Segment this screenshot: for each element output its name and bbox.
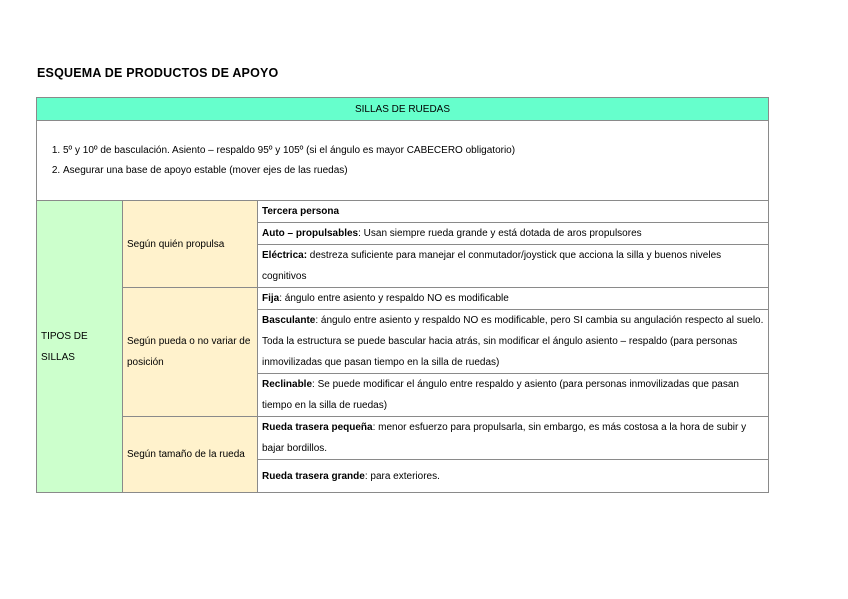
- type-cell: [258, 288, 769, 310]
- type-term: Tercera persona: [262, 206, 340, 217]
- intro-list: [41, 141, 764, 181]
- type-desc: : para exteriores.: [364, 470, 440, 482]
- type-term: Basculante: [262, 315, 316, 326]
- type-term: Fija: [262, 293, 280, 304]
- table-header: SILLAS DE RUEDAS: [37, 98, 769, 121]
- criterion-who-propels: Según quién propulsa: [123, 201, 258, 288]
- type-cell: [258, 374, 769, 417]
- intro-cell: [37, 121, 769, 201]
- type-cell: [258, 245, 769, 288]
- type-term: Eléctrica:: [262, 250, 308, 261]
- type-term: Auto – propulsables: [262, 228, 359, 239]
- document-title: ESQUEMA DE PRODUCTOS DE APOYO: [37, 66, 279, 80]
- products-table: [36, 97, 769, 493]
- criterion-wheel-size: Según tamaño de la rueda: [123, 417, 258, 493]
- type-term: Rueda trasera grande: [262, 470, 365, 482]
- type-desc: : Usan siempre rueda grande y está dotada de aros propulsores: [358, 228, 642, 239]
- type-desc: : ángulo entre asiento y respaldo NO es modificable: [279, 293, 509, 304]
- type-cell: [258, 223, 769, 245]
- type-cell: [258, 460, 769, 493]
- type-term: Reclinable: [262, 379, 313, 390]
- criterion-position: Según pueda o no variar de posición: [123, 288, 258, 417]
- type-term: Rueda trasera pequeña: [262, 422, 373, 433]
- table-row: [37, 288, 769, 310]
- type-desc: destreza suficiente para manejar el conmutador/joystick que acciona la silla y buenos niveles cognitivos: [262, 250, 722, 282]
- type-cell: [258, 310, 769, 374]
- table-row: [37, 201, 769, 223]
- intro-row: [37, 121, 769, 201]
- intro-item-1: 1. 5º y 10º de basculación. Asiento – respaldo 95º y 105º (si el ángulo es mayor CABECERO obligatorio): [63, 141, 764, 161]
- type-cell: [258, 201, 769, 223]
- type-desc: : menor esfuerzo para propulsarla, sin embargo, es más costosa a la hora de subir y bajar bordillos.: [262, 422, 747, 454]
- intro-item-2: 2. Asegurar una base de apoyo estable (mover ejes de las ruedas): [63, 161, 764, 181]
- table-header-row: [37, 98, 769, 121]
- table-row: [37, 417, 769, 460]
- type-cell: [258, 417, 769, 460]
- type-desc: : Se puede modificar el ángulo entre respaldo y asiento (para personas inmovilizadas que pasan tiempo en la silla de ruedas): [262, 379, 739, 411]
- type-desc: : ángulo entre asiento y respaldo NO es modificable, pero SI cambia su angulación respecto al suelo. Toda la estructura se puede bascular hacia atrás, sin modificar el ángulo asiento – respaldo (para personas inmovilizadas que pasan tiempo en la silla de ruedas): [262, 315, 764, 368]
- types-label: TIPOS DE SILLAS: [37, 201, 123, 493]
